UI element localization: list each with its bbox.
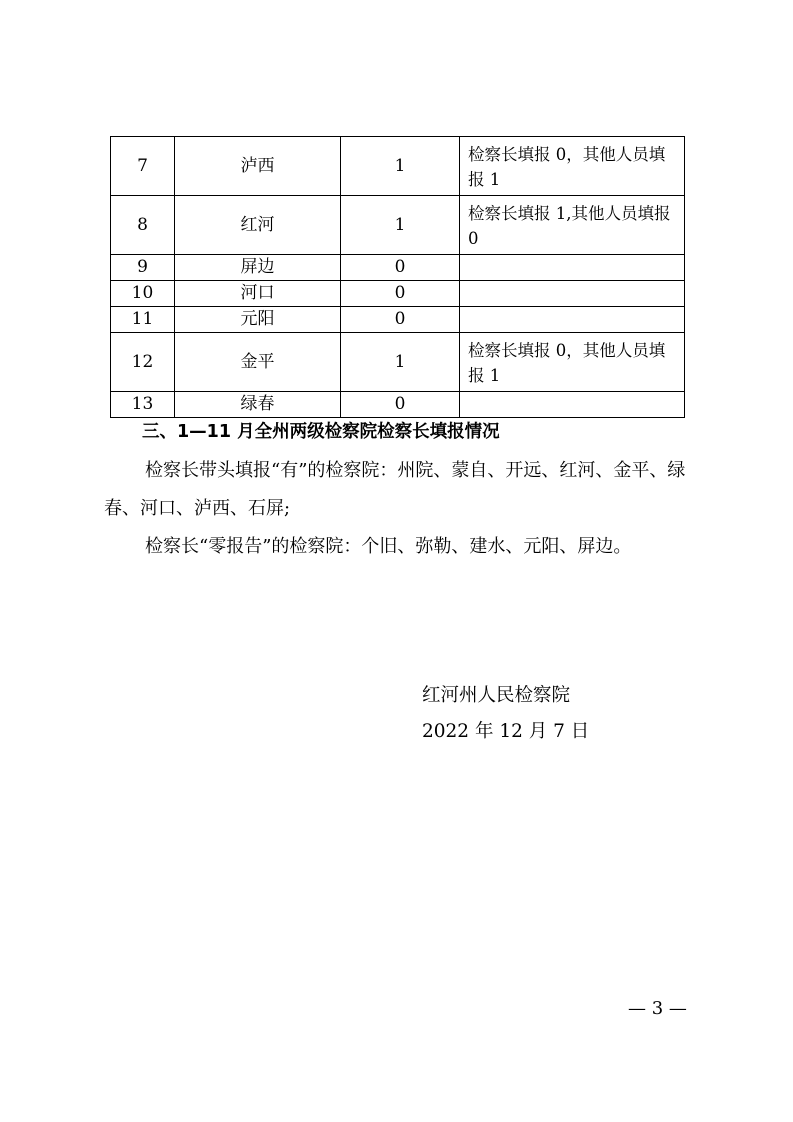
remark: 检察长填报 0，其他人员填报 1 [460, 333, 685, 392]
court-name: 泸西 [175, 137, 341, 196]
report-count: 0 [341, 307, 460, 333]
table-row [111, 255, 685, 281]
remark [460, 392, 685, 418]
signature-organization: 红河州人民检察院 [422, 685, 571, 706]
row-number: 13 [111, 392, 175, 418]
court-name: 金平 [175, 333, 341, 392]
row-number: 11 [111, 307, 175, 333]
statistics-table [110, 136, 685, 418]
report-count: 1 [341, 333, 460, 392]
court-name: 屏边 [175, 255, 341, 281]
report-count: 1 [341, 137, 460, 196]
remark [460, 281, 685, 307]
court-name: 元阳 [175, 307, 341, 333]
table-row [111, 307, 685, 333]
row-number: 9 [111, 255, 175, 281]
report-count: 0 [341, 281, 460, 307]
paragraph-zero-report: 检察长“零报告”的检察院：个旧、弥勒、建水、元阳、屏边。 [145, 536, 632, 557]
page-number: — 3 — [628, 998, 687, 1019]
section-heading: 三、1—11 月全州两级检察院检察长填报情况 [142, 422, 500, 442]
row-number: 7 [111, 137, 175, 196]
remark [460, 255, 685, 281]
report-count: 1 [341, 196, 460, 255]
report-count: 0 [341, 392, 460, 418]
row-number: 12 [111, 333, 175, 392]
table-row [111, 196, 685, 255]
court-name: 河口 [175, 281, 341, 307]
remark: 检察长填报 1,其他人员填报 0 [460, 196, 685, 255]
remark [460, 307, 685, 333]
table-row [111, 333, 685, 392]
remark: 检察长填报 0，其他人员填报 1 [460, 137, 685, 196]
paragraph-reported: 检察长带头填报“有”的检察院：州院、蒙自、开远、红河、金平、绿春、河口、泸西、石屏; [104, 460, 686, 519]
row-number: 8 [111, 196, 175, 255]
report-count: 0 [341, 255, 460, 281]
court-name: 红河 [175, 196, 341, 255]
signature-date: 2022 年 12 月 7 日 [422, 721, 590, 742]
table-row [111, 392, 685, 418]
court-name: 绿春 [175, 392, 341, 418]
row-number: 10 [111, 281, 175, 307]
table-row [111, 281, 685, 307]
table-row [111, 137, 685, 196]
